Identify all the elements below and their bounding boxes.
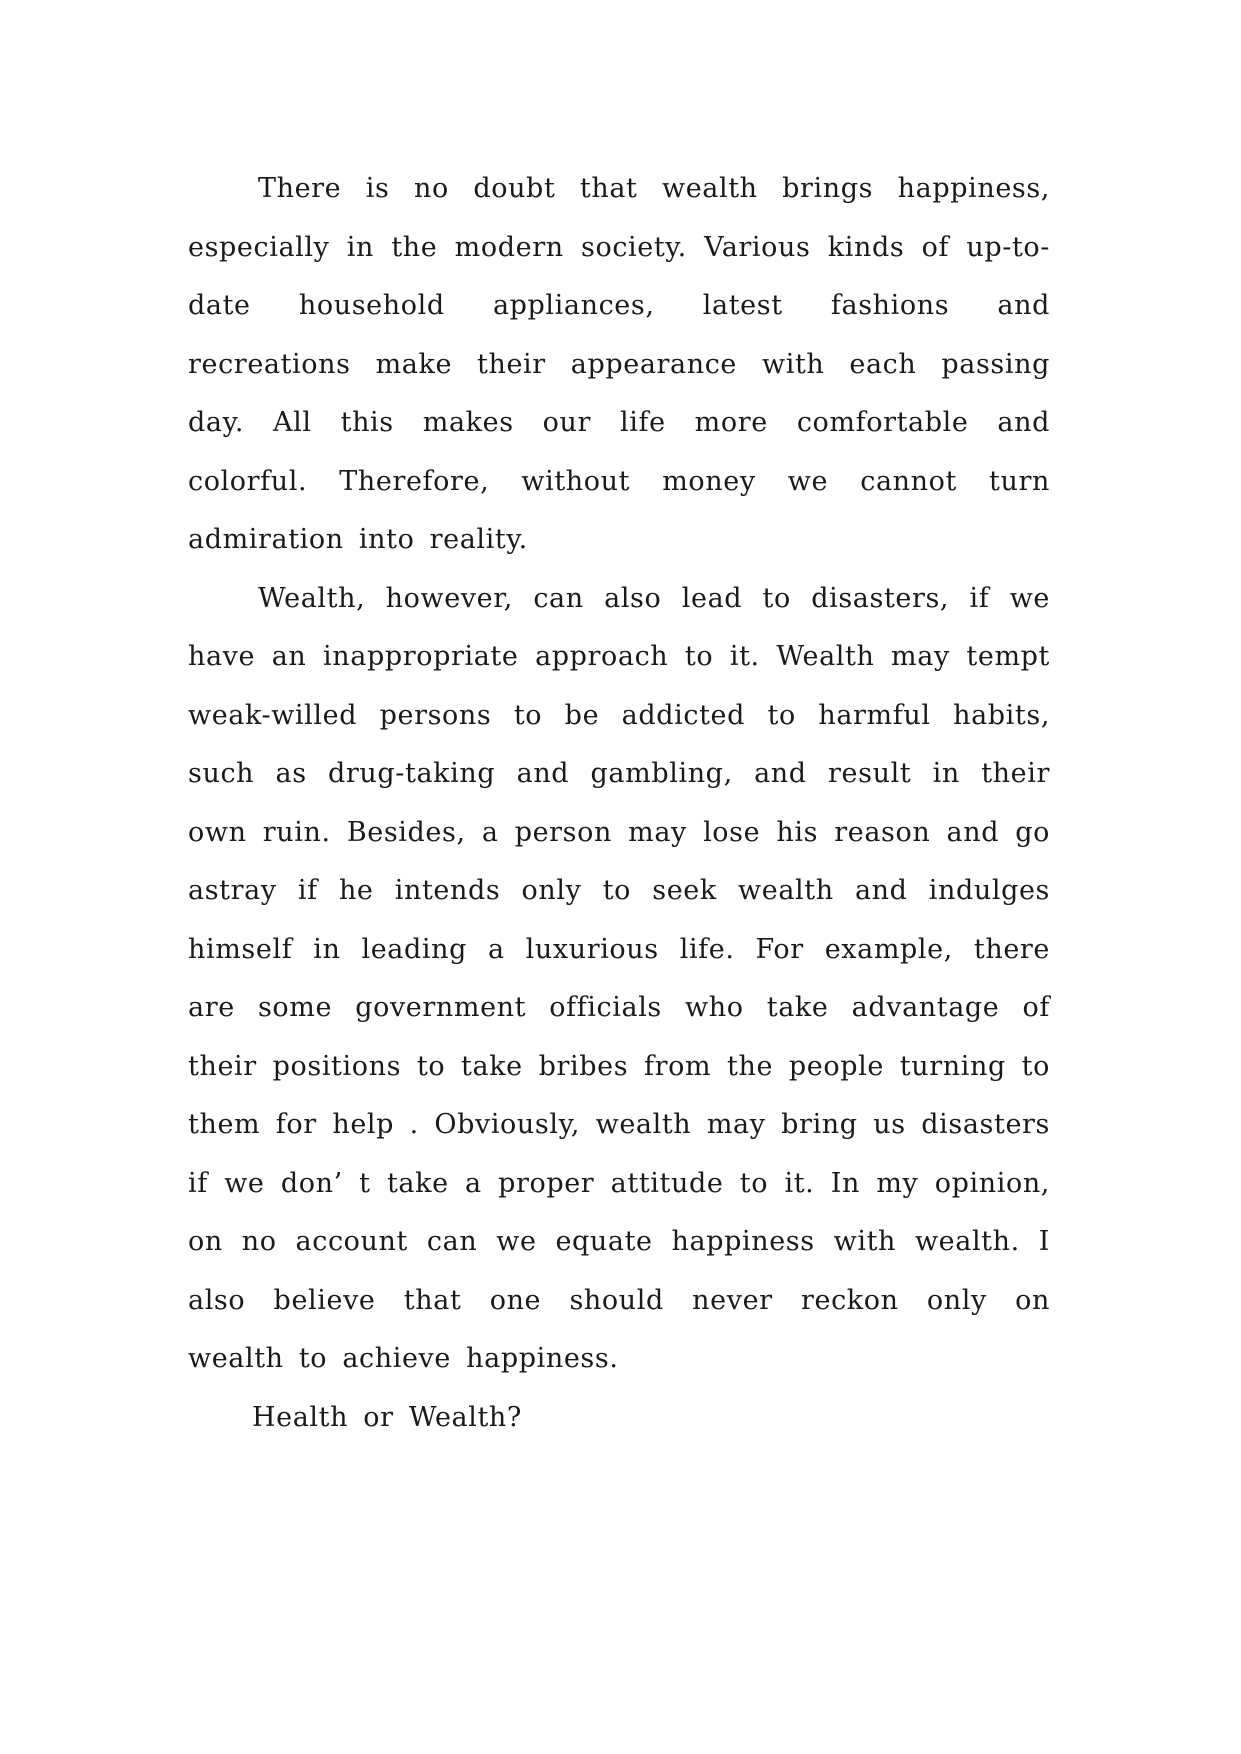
paragraph-wealth-leads-to-disasters: Wealth, however, can also lead to disasters, if we have an inappropriate approach to it. Wealth may tempt weak-willed persons to be addicted to harmful habits, such as drug-taking and gambling, and result in their own ruin. Besides, a person may lose his reason and go astray if he intends only to seek wealth and indulges himself in leading a luxurious life. For example, there are some government officials who take advantage of their positions to take bribes from the people turning to them for help . Obviously, wealth may bring us disasters if we don’ t take a proper attitude to it. In my opinion, on no account can we equate happiness with wealth. I also believe that one should never reckon only on wealth to achieve happiness. [188,582,1050,1374]
section-heading: Health or Wealth? [252,1401,522,1433]
document-body [188,160,1050,1447]
paragraph-wealth-brings-happiness: There is no doubt that wealth brings happiness, especially in the modern society. Various kinds of up-to-date household appliances, latest fashions and recreations make their appearance with each passing day. All this makes our life more comfortable and colorful. Therefore, without money we cannot turn admiration into reality. [188,173,1050,555]
